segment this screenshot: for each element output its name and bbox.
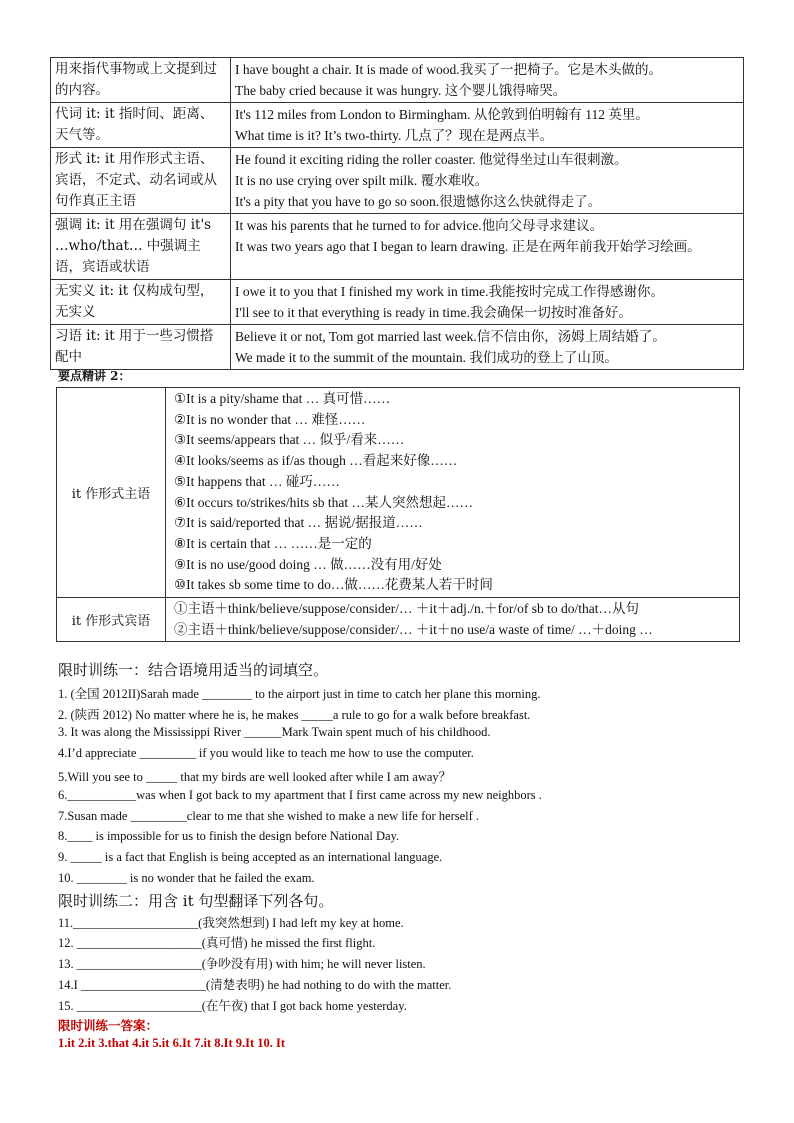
usage-label: 代词 it: it 指时间、距离、天气等。: [51, 103, 231, 148]
exercise-item: 15. ____________________(在午夜) that I got back home yesterday.: [58, 999, 407, 1013]
usage-examples: [231, 148, 744, 214]
usage-label: 用来指代事物或上文提到过的内容。: [51, 58, 231, 103]
example-sentence: I owe it to you that I finished my work in time.我能按时完成工作得感谢你。: [235, 284, 664, 299]
pattern-item: ②It is no wonder that … 难怪……: [174, 411, 366, 427]
pattern-item: ①主语＋think/believe/suppose/consider/… ＋it＋adj./n.＋for/of sb to do/that…从句: [174, 601, 639, 617]
exercise-item: 9. _____ is a fact that English is being accepted as an international language.: [58, 850, 443, 864]
formal-it-table: [56, 387, 740, 642]
example-sentence: It's a pity that you have to go so soon.很遗憾你这么快就得走了。: [235, 194, 602, 209]
exercise-item: 2. (陕西 2012) No matter where he is, he makes _____a rule to go for a walk before breakfast.: [58, 708, 531, 722]
table-row: [51, 214, 744, 280]
answers-line: 1.it 2.it 3.that 4.it 5.it 6.It 7.it 8.It 9.It 10. It: [58, 1036, 286, 1050]
category-label: it 作形式宾语: [57, 598, 166, 642]
usage-label: 无实义 it: it 仅构成句型，无实义: [51, 280, 231, 325]
example-sentence: What time is it? It’s two-thirty. 几点了？现在是两点半。: [235, 128, 554, 143]
exercise-item: 11.____________________(我突然想到) I had left my key at home.: [58, 916, 404, 930]
pattern-item: ⑧It is certain that … ……是一定的: [174, 535, 372, 551]
exercise-item: 13. ____________________(争吵没有用) with him; he will never listen.: [58, 957, 426, 971]
section-title: 要点精讲 2：: [58, 369, 131, 383]
pattern-item: ③It seems/appears that … 似乎/看来……: [174, 432, 405, 448]
pattern-item: ⑥It occurs to/strikes/hits sb that …某人突然想起……: [174, 494, 473, 510]
exercise-item: 8.____ is impossible for us to finish the design before National Day.: [58, 829, 400, 843]
it-usage-table: [50, 57, 744, 370]
pattern-item: ⑦It is said/reported that … 据说/据报道……: [174, 515, 423, 531]
pattern-item: ④It looks/seems as if/as though …看起来好像……: [174, 453, 458, 469]
example-sentence: It was two years ago that I began to learn drawing. 正是在两年前我开始学习绘画。: [235, 239, 701, 254]
pattern-item: ⑨It is no use/good doing … 做……没有用/好处: [174, 556, 442, 572]
pattern-item: ②主语＋think/believe/suppose/consider/… ＋it＋no use/a waste of time/ …＋doing …: [174, 621, 653, 637]
usage-examples: [231, 214, 744, 280]
exercise-item: 4.I’d appreciate _________ if you would like to teach me how to use the computer.: [58, 746, 474, 760]
table-row: [51, 103, 744, 148]
exercise-item: 7.Susan made _________clear to me that she wished to make a new life for herself .: [58, 809, 480, 823]
usage-label: 形式 it: it 用作形式主语、宾语，不定式、动名词或从句作真正主语: [51, 148, 231, 214]
pattern-list: [166, 598, 740, 642]
table-row: [51, 325, 744, 370]
table-row: [51, 280, 744, 325]
exercise-item: 3. It was along the Mississippi River ______Mark Twain spent much of his childhood.: [58, 725, 491, 739]
usage-examples: [231, 58, 744, 103]
exercise-item: 1. (全国 2012II)Sarah made ________ to the airport just in time to catch her plane this morning.: [58, 687, 541, 701]
exercise2-title: 限时训练二：用含 it 句型翻译下列各句。: [58, 892, 334, 910]
table-row: [51, 148, 744, 214]
example-sentence: I have bought a chair. It is made of wood.我买了一把椅子。它是木头做的。: [235, 62, 663, 77]
exercise-item: 6.___________was when I got back to my apartment that I first came across my new neighbors .: [58, 788, 542, 802]
usage-examples: [231, 103, 744, 148]
table-row: [51, 58, 744, 103]
example-sentence: It's 112 miles from London to Birmingham. 从伦敦到伯明翰有 112 英里。: [235, 107, 649, 122]
example-sentence: It is no use crying over spilt milk. 覆水难收。: [235, 173, 489, 188]
example-sentence: It was his parents that he turned to for advice.他向父母寻求建议。: [235, 218, 604, 233]
answers-title: 限时训练一答案：: [58, 1018, 159, 1033]
pattern-item: ①It is a pity/shame that … 真可惜……: [174, 391, 391, 406]
usage-label: 习语 it: it 用于一些习惯搭配中: [51, 325, 231, 370]
example-sentence: We made it to the summit of the mountain. 我们成功的登上了山顶。: [235, 350, 618, 365]
exercise-item: 14.I ____________________(清楚表明) he had nothing to do with the matter.: [58, 978, 452, 992]
example-sentence: The baby cried because it was hungry. 这个婴儿饿得啼哭。: [235, 83, 567, 98]
exercise-item: 10. ________ is no wonder that he failed the exam.: [58, 871, 315, 885]
example-sentence: He found it exciting riding the roller coaster. 他觉得坐过山车很刺激。: [235, 152, 628, 167]
pattern-list: [166, 388, 740, 598]
exercise1-title: 限时训练一：结合语境用适当的词填空。: [58, 661, 329, 679]
category-label: it 作形式主语: [57, 388, 166, 598]
usage-examples: [231, 325, 744, 370]
table-row: [57, 598, 740, 642]
exercise-item: 5.Will you see to _____ that my birds are well looked after while I am away？: [58, 770, 452, 784]
table-row: [57, 388, 740, 598]
example-sentence: I'll see to it that everything is ready in time.我会确保一切按时准备好。: [235, 305, 632, 320]
pattern-item: ⑩It takes sb some time to do…做……花费某人若干时间: [174, 577, 493, 593]
example-sentence: Believe it or not, Tom got married last week.信不信由你，汤姆上周结婚了。: [235, 329, 666, 344]
exercise-item: 12. ____________________(真可惜) he missed the first flight.: [58, 936, 376, 950]
usage-examples: [231, 280, 744, 325]
usage-label: 强调 it: it 用在强调句 it's …who/that… 中强调主语，宾语或状语: [51, 214, 231, 280]
pattern-item: ⑤It happens that … 碰巧……: [174, 473, 340, 489]
